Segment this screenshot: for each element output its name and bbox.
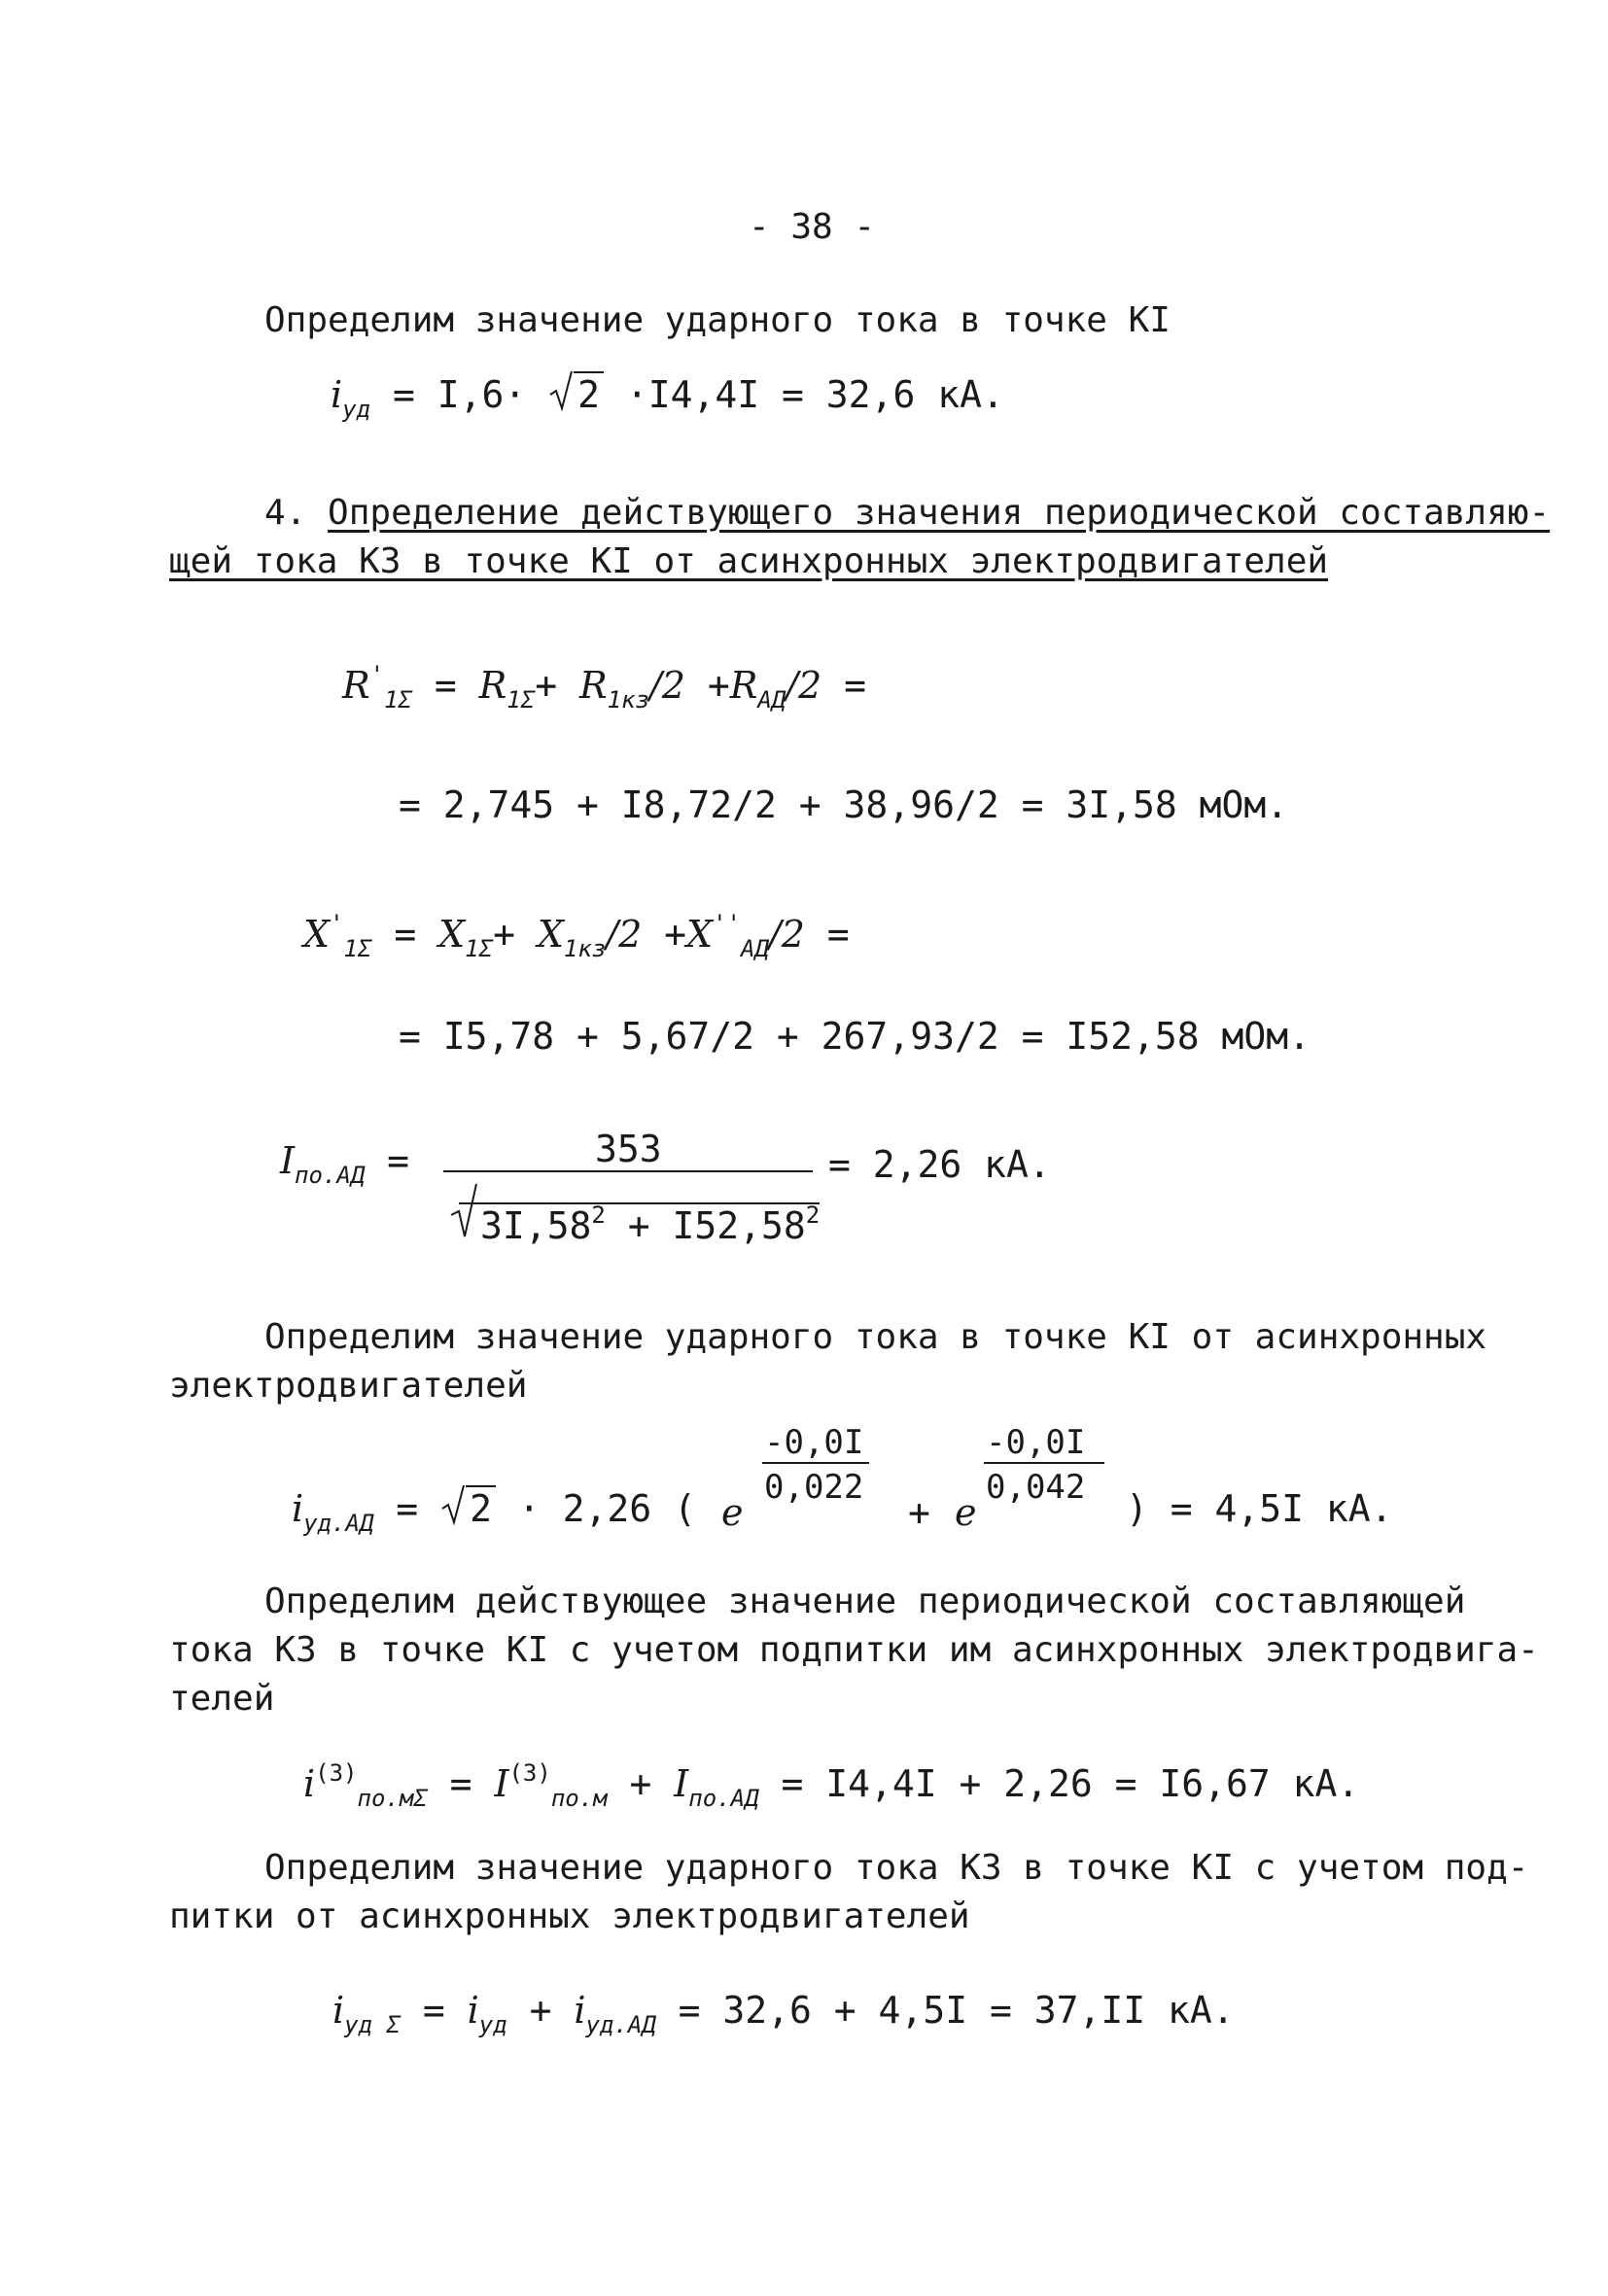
fraction-denominator: $3I,58^2 + I52,58^2$: [459, 1194, 820, 1247]
exp-base-1: e: [721, 1491, 744, 1534]
exp-2-bar: [984, 1462, 1104, 1464]
sub: уд: [342, 396, 371, 423]
formula-i-pom-sum: $i^{(3)}_{по.м\Sigma} = I^{(3)}_{по.м} + I_{по.АД} = I4,4I + 2,26 = I6,67$ кА.: [303, 1759, 1360, 1812]
var-i: i: [331, 373, 343, 416]
paragraph-2-line-1: Определим значение ударного тока в точке КI от асинхронных: [264, 1317, 1487, 1357]
formula-i-pod-result: = 2,26 кА.: [828, 1143, 1051, 1186]
sqrt-sign-icon: [440, 1483, 466, 1526]
exp-2-denominator: 0,042: [986, 1468, 1086, 1507]
formula-x-prime-values: = I5,78 + 5,67/2 + 267,93/2 = I52,58 мОм.: [399, 1015, 1311, 1058]
sqrt: 2: [548, 373, 604, 416]
paragraph-1: Определим значение ударного тока в точке КI: [264, 300, 1171, 340]
exp-2-numerator: -0,0I: [986, 1423, 1086, 1462]
sqrt: 2: [440, 1487, 496, 1530]
formula-i-pod-lhs: $I_{по.АД}$ =: [280, 1139, 410, 1189]
paragraph-3-line-2: тока КЗ в точке КI с учетом подпитки им асинхронных электродвига-: [169, 1630, 1539, 1670]
paragraph-3-line-1: Определим действующее значение периодической составляющей: [264, 1582, 1466, 1621]
sqrt-sign-icon: [449, 1182, 478, 1240]
formula-1: [331, 373, 1004, 431]
exp-1-numerator: -0,0I: [764, 1423, 864, 1462]
exp-base-2: e: [955, 1491, 977, 1534]
exp-1-denominator: 0,022: [764, 1468, 864, 1507]
term: = I,6·: [392, 373, 527, 416]
fraction-bar: [443, 1170, 813, 1172]
formula-x-prime: $X'_{1\Sigma} = X_{1\Sigma}+ X_{1кз}/2 +X''_{АД}/2$ =: [303, 910, 850, 962]
exp-1-bar: [762, 1462, 869, 1464]
term: ·I4,4I = 32,6 кА.: [625, 373, 1004, 416]
section-title-part-1: Определение действующего значения периодической составляю-: [328, 493, 1551, 533]
exp-plus: +: [908, 1491, 930, 1534]
paragraph-2-line-2: электродвигателей: [169, 1366, 528, 1406]
section-heading-line-2: щей тока КЗ в точке КI от асинхронных электродвигателей: [169, 541, 1329, 581]
section-number: 4.: [264, 493, 307, 533]
paragraph-4-line-2: питки от асинхронных электродвигателей: [169, 1896, 970, 1936]
formula-r-prime: $R'_{1\Sigma} = R_{1\Sigma}+ R_{1кз}/2 +R_{АД}/2$ =: [342, 661, 867, 713]
formula-r-prime-values: = 2,745 + I8,72/2 + 38,96/2 = 3I,58 мОм.: [399, 783, 1289, 826]
paragraph-3-line-3: телей: [169, 1679, 275, 1719]
fraction-numerator: 353: [595, 1128, 662, 1170]
page-number: - 38 -: [749, 207, 876, 247]
sqrt-sign-icon: [548, 369, 574, 412]
formula-i-ud-ad-result: ) = 4,5I кА.: [1126, 1487, 1393, 1530]
formula-i-ud-ad: $i_{уд.АД}$ = 2 · 2,26 (: [292, 1487, 696, 1545]
paragraph-4-line-1: Определим значение ударного тока КЗ в точке КI с учетом под-: [264, 1848, 1529, 1888]
formula-i-ud-sum: $i_{уд \Sigma} = i_{уд} + i_{уд.АД} = 32,6 + 4,5I = 37,II$ кА.: [332, 1989, 1235, 2038]
section-heading-line-1: [264, 492, 1550, 535]
